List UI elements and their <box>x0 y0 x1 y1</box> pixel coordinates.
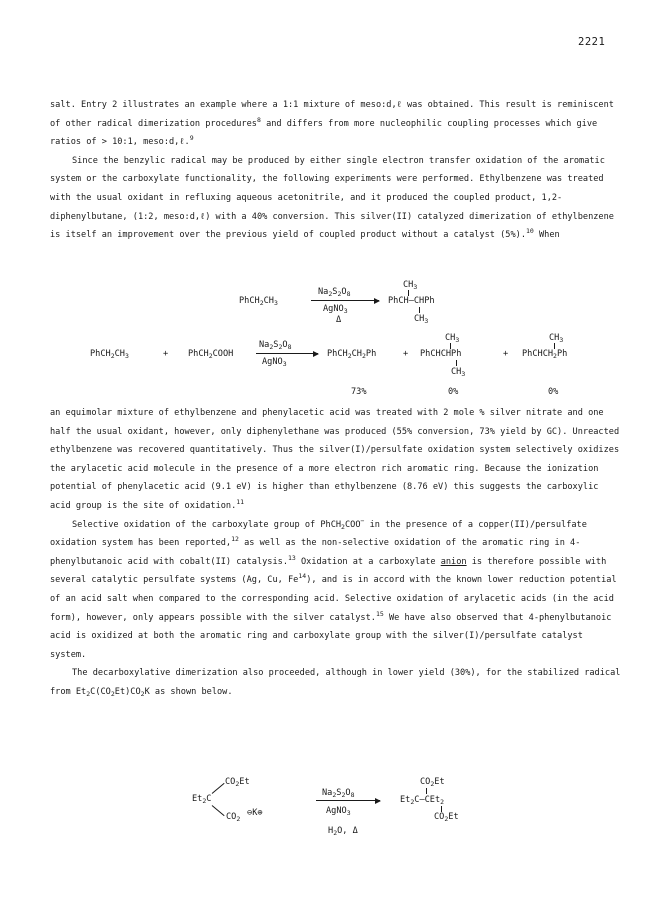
scheme2-product2-methyl-top: $CH_3$ <box>445 333 460 344</box>
scheme2-reactant-phenylacetic-acid: PhCH$_2$COOH <box>188 349 234 360</box>
citation-11: 11 <box>236 497 245 506</box>
scheme2-plus-2: + <box>403 349 409 359</box>
paragraph-1: salt. Entry 2 illustrates an example where a 1:1 mixture of meso:d,ℓ was obtained. This result is reminiscent of other radical dimerization procedures$^8$ and differs from more nucleophilic coupling processes which give ratios of > 10:1, meso:d,ℓ.$^9$ <box>50 100 614 148</box>
scheme3-product-ester-top: $CO_2Et$ <box>420 777 445 788</box>
citation-9: 9 <box>189 134 194 143</box>
citation-13: 13 <box>288 553 296 562</box>
scheme3-reagent-water-heat: $H_2O$, Δ <box>328 826 358 837</box>
scheme2-plus-3: + <box>503 349 509 359</box>
scheme1-bond-bottom <box>419 307 420 313</box>
scheme2-yield-1: 73% <box>351 387 367 397</box>
scheme1-product: PhCH—CHPh <box>388 296 435 306</box>
scheme1-reaction-arrow <box>311 300 379 301</box>
scheme3-reagent-persulfate: $Na_2S_2O_8$ <box>322 788 355 799</box>
scheme3-reactant-carboxylate: $CO_2$ <box>226 812 241 823</box>
scheme2-product3-methyl-top: $CH_3$ <box>549 333 564 344</box>
scheme2-reaction-arrow <box>256 353 318 354</box>
page-number: 2221 <box>578 36 606 48</box>
underlined-word-anion: anion <box>440 556 467 567</box>
scheme3-reaction-arrow <box>316 800 380 801</box>
paragraph-5: The decarboxylative dimerization also proceeded, although in lower yield (30%), for the stabilized radical from $Et_2C(CO_2Et)CO_2K$ as shown below. <box>50 668 621 698</box>
scheme3-product: $Et_2C—CEt_2$ <box>400 795 445 806</box>
paragraph-3: an equimolar mixture of ethylbenzene and phenylacetic acid was treated with 2 mole % silver nitrate and one half the usual oxidant, however, only diphenylethane was produced (55% conversion, 73% yield by GC). Unreacted ethylbenzene was recovered quantitatively. Thus the silver(I)/persulfate oxidation system selectively oxidizes the arylacetic acid molecule in the presence of a more electron rich aromatic ring. Because the ionization potential of phenylacetic acid (9.1 eV) is higher than ethylbenzene (8.76 eV) this suggests the carboxylic acid group is the site of oxidation.$^{11}$ <box>50 408 620 511</box>
scheme2-product2-methyl-bottom: $CH_3$ <box>451 367 466 378</box>
scheme3-counterion: ⊖K⊕ <box>247 808 263 818</box>
scheme1-reagent-silver-nitrate: AgNO$_3$ <box>323 304 348 315</box>
scheme3-product-ester-bottom: $CO_2Et$ <box>434 812 459 823</box>
scheme2-product2-bond-bottom <box>456 360 457 366</box>
text-block-middle <box>50 404 622 702</box>
scheme2-reagent-silver-nitrate: AgNO$_3$ <box>262 357 287 368</box>
scheme2-plus-1: + <box>163 349 169 359</box>
scheme3-product-bond-top <box>426 788 427 794</box>
scheme2-product-dimethyl: PhCHCHPh <box>420 349 462 359</box>
scheme1-product-methyl-top: $CH_3$ <box>403 280 418 291</box>
paragraph-2: Since the benzylic radical may be produced by either single electron transfer oxidation of the aromatic system or the carboxylate functionality, the following experiments were performed. Ethylbenzene was treated with the usual oxidant in refluxing aqueous acetonitrile, and it produced the coupled product, 1,2-diphenylbutane, (1:2, meso:d,ℓ) with a 40% conversion. This silver(II) catalyzed dimerization of ethylbenzene is itself an improvement over the previous yield of coupled product without a catalyst (5%).$^{10}$ When <box>50 155 614 241</box>
scheme3-reagent-silver-nitrate: AgNO$_3$ <box>326 806 351 817</box>
citation-10: 10 <box>526 227 534 236</box>
scheme3-reactant-center: $Et_2C$ <box>192 794 212 805</box>
citation-15: 15 <box>375 609 384 618</box>
citation-14: 14 <box>298 572 307 581</box>
scheme2-reagent-persulfate: $Na_2S_2O_8$ <box>259 340 292 351</box>
scheme1-reactant: $PhCH_2CH_3$ <box>239 296 278 307</box>
scheme1-product-methyl-bottom: $CH_3$ <box>414 314 429 325</box>
scheme2-reactant-ethylbenzene: $PhCH_2CH_3$ <box>90 349 129 360</box>
paragraph-4: Selective oxidation of the carboxylate group of PhCH$_2$COO− in the presence of a copper(II)/persulfate oxidation system has been reported,$^{12}$ as well as the non-selective oxidation of the aromatic ring in 4-phenylbutanoic acid with cobalt(II) catalysis.$^{13}$ Oxidation at a carboxylate anion is therefore possible with several catalytic persulfate systems (Ag, Cu, Fe$^{14}$), and is in accord with the known lower reduction potential of an acid salt when compared to the corresponding acid. Selective oxidation of arylacetic acids (in the acid form), however, only appears possible with the silver catalyst.$^{15}$ We have also observed that 4-phenylbutanoic acid is oxidized at both the aromatic ring and carboxylate group with the silver(I)/persulfate catalyst system. <box>50 516 617 660</box>
citation-12: 12 <box>231 535 239 544</box>
scheme3-bond-upper <box>212 783 225 794</box>
scheme3-bond-lower <box>212 805 225 816</box>
scheme3-reactant-ester-group: $CO_2Et$ <box>225 777 250 788</box>
scheme2-yield-2: 0% <box>448 387 459 397</box>
scheme1-reagent-persulfate: $Na_2S_2O_8$ <box>318 287 351 298</box>
scheme1-reagent-heat: Δ <box>336 315 342 325</box>
text-block-top <box>50 96 622 245</box>
scheme2-product-diphenylethane: $PhCH_2CH_2Ph$ <box>327 349 377 360</box>
citation-8: 8 <box>256 115 261 124</box>
scheme2-yield-3: 0% <box>548 387 559 397</box>
scheme2-product-methyl-stilbene: PhCHCH$_2$Ph <box>522 349 568 360</box>
